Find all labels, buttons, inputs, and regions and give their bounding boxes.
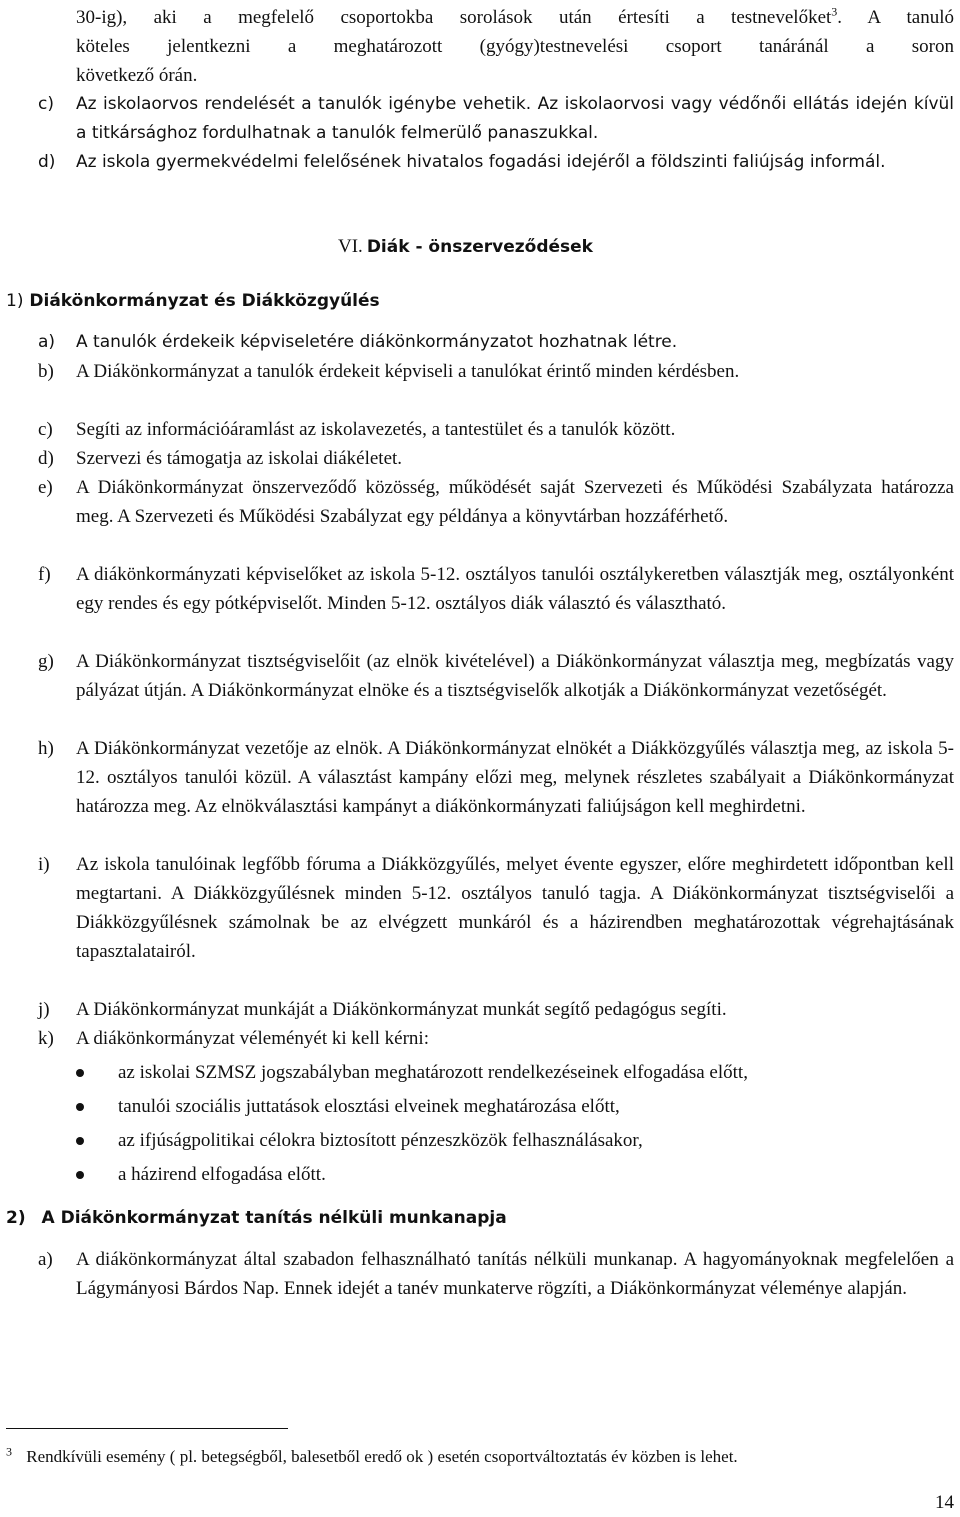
footnote <box>6 1442 954 1471</box>
bullet-item <box>76 1092 954 1121</box>
item-text: Az iskola tanulóinak legfőbb fóruma a Diákközgyűlés, melyet évente egyszer, előre meghirdetett időpontban kell megtartani. A Diákközgyűlésnek minden 5-12. osztályos tanuló tagja. A Diákönkormányzat tisztségviselői a Diákközgyűlésnek számolnak be az elvégzett munkáról és a házirendben meghatározottak végrehajtásának tapasztalatairól. <box>76 854 954 962</box>
list-item <box>38 473 954 531</box>
item-text: A tanulók érdekeik képviseletére diákönkormányzatot hozhatnak létre. <box>76 332 678 352</box>
list-item <box>38 647 954 705</box>
bullet-text: az ifjúságpolitikai célokra biztosított pénzeszközök felhasználásakor, <box>118 1130 643 1151</box>
bullet-icon <box>76 1103 84 1111</box>
list-item <box>38 560 954 618</box>
bullet-text: az iskolai SZMSZ jogszabályban meghatározott rendelkezéseinek elfogadása előtt, <box>118 1062 748 1083</box>
list-item <box>38 415 954 444</box>
continuation-line-1: 30-ig), aki a megfelelő csoportokba sorolások után értesíti a testnevelőket$^3$. A tanuló <box>76 4 954 28</box>
item-text: A Diákönkormányzat a tanulók érdekeit képviseli a tanulókat érintő minden kérdésben. <box>76 361 740 382</box>
section-title: Diák - önszerveződések <box>366 237 593 257</box>
item-text: Szervezi és támogatja az iskolai diákéletet. <box>76 448 403 469</box>
item-label: k) <box>38 1028 54 1049</box>
section-number: VI. <box>338 236 363 257</box>
item-label: j) <box>38 999 50 1020</box>
footnote-reference[interactable]: 3 <box>831 4 838 19</box>
item-label: f) <box>38 564 51 585</box>
footnote-text: Rendkívüli esemény ( pl. betegségből, balesetből eredő ok ) esetén csoportváltoztatás év közben is lehet. <box>26 1447 738 1466</box>
item-text: A diákönkormányzati képviselőket az iskola 5-12. osztályos tanulói osztálykeretben választják meg, osztályonként egy rendes és egy pótképviselőt. Minden 5-12. osztályos diák választó és választható. <box>76 564 954 614</box>
item-label: e) <box>38 477 53 498</box>
item-text: A Diákönkormányzat tisztségviselőit (az elnök kivételével) a Diákönkormányzat választja meg, megbízatás vagy pályázat útján. A Diákönkormányzat elnöke és a tisztségviselők alkotják a Diákönkormányzat vezetőségét. <box>76 651 954 701</box>
list-item <box>38 444 954 473</box>
subsection-title: A Diákönkormányzat tanítás nélküli munkanapja <box>41 1208 507 1228</box>
bullet-item <box>76 1160 954 1189</box>
item-label: h) <box>38 738 54 759</box>
bullet-text: a házirend elfogadása előtt. <box>118 1164 326 1185</box>
subsection-number: 2) <box>6 1208 26 1228</box>
section-heading <box>338 232 738 262</box>
bullet-item <box>76 1058 954 1087</box>
list-item <box>38 850 954 966</box>
item-label: g) <box>38 651 54 672</box>
item-label: a) <box>38 1249 53 1270</box>
item-text: A Diákönkormányzat munkáját a Diákönkormányzat munkát segítő pedagógus segíti. <box>76 999 727 1020</box>
list-item <box>38 734 954 821</box>
subsection-heading <box>6 287 606 316</box>
bullet-icon <box>76 1069 84 1077</box>
item-text: Az iskolaorvos rendelését a tanulók igénybe vehetik. Az iskolaorvosi vagy védőnői ellátás idején kívül a titkársághoz fordulhatnak a tanulók felmerülő panaszukkal. <box>76 94 954 143</box>
continuation-line-3: következő órán. <box>76 65 198 86</box>
list-item <box>38 995 954 1024</box>
item-label: b) <box>38 361 54 382</box>
list-item <box>38 1024 954 1053</box>
footnote-divider <box>6 1428 288 1429</box>
item-label: c) <box>38 94 54 114</box>
list-item <box>38 90 954 148</box>
item-text: A diákönkormányzat véleményét ki kell kérni: <box>76 1028 429 1049</box>
item-label: d) <box>38 448 54 469</box>
bullet-item <box>76 1126 954 1155</box>
item-text: Az iskola gyermekvédelmi felelősének hivatalos fogadási idejéről a földszinti faliújság informál. <box>76 152 886 172</box>
subsection-number: 1) <box>6 291 24 311</box>
subsection-title: Diákönkormányzat és Diákközgyűlés <box>29 291 380 311</box>
item-label: c) <box>38 419 53 440</box>
bullet-icon <box>76 1137 84 1145</box>
list-item <box>38 1245 954 1303</box>
bullet-text: tanulói szociális juttatások elosztási elveinek meghatározása előtt, <box>118 1096 620 1117</box>
page-number: 14 <box>935 1492 954 1513</box>
list-item <box>38 148 954 177</box>
list-item <box>38 328 954 357</box>
item-label: i) <box>38 854 50 875</box>
bullet-icon <box>76 1171 84 1179</box>
item-text: A diákönkormányzat által szabadon felhasználható tanítás nélküli munkanap. A hagyományoknak megfelelően a Lágymányosi Bárdos Nap. Ennek idejét a tanév munkaterve rögzíti, a Diákönkormányzat véleménye alapján. <box>76 1249 954 1299</box>
item-label: d) <box>38 152 56 172</box>
item-label: a) <box>38 332 56 352</box>
subsection-heading <box>6 1204 706 1233</box>
continuation-line-2: köteles jelentkezni a meghatározott (gyógy)testnevelési csoport tanáránál a soron <box>76 36 954 57</box>
item-text: Segíti az információáramlást az iskolavezetés, a tantestület és a tanulók között. <box>76 419 676 440</box>
item-text: A Diákönkormányzat önszerveződő közösség, működését saját Szervezeti és Működési Szabályzata határozza meg. A Szervezeti és Működési Szabályzat egy példánya a könyvtárban hozzáférhető. <box>76 477 954 527</box>
item-text: A Diákönkormányzat vezetője az elnök. A Diákönkormányzat elnökét a Diákközgyűlés választja meg, az iskola 5-12. osztályos tanulói közül. A választást kampány előzi meg, melynek részletes szabályait a Diákönkormányzat határozza meg. Az elnökválasztási kampányt a diákönkormányzati faliújságon kell meghirdetni. <box>76 738 954 817</box>
list-item <box>38 357 954 386</box>
footnote-mark: 3 <box>6 1444 12 1459</box>
